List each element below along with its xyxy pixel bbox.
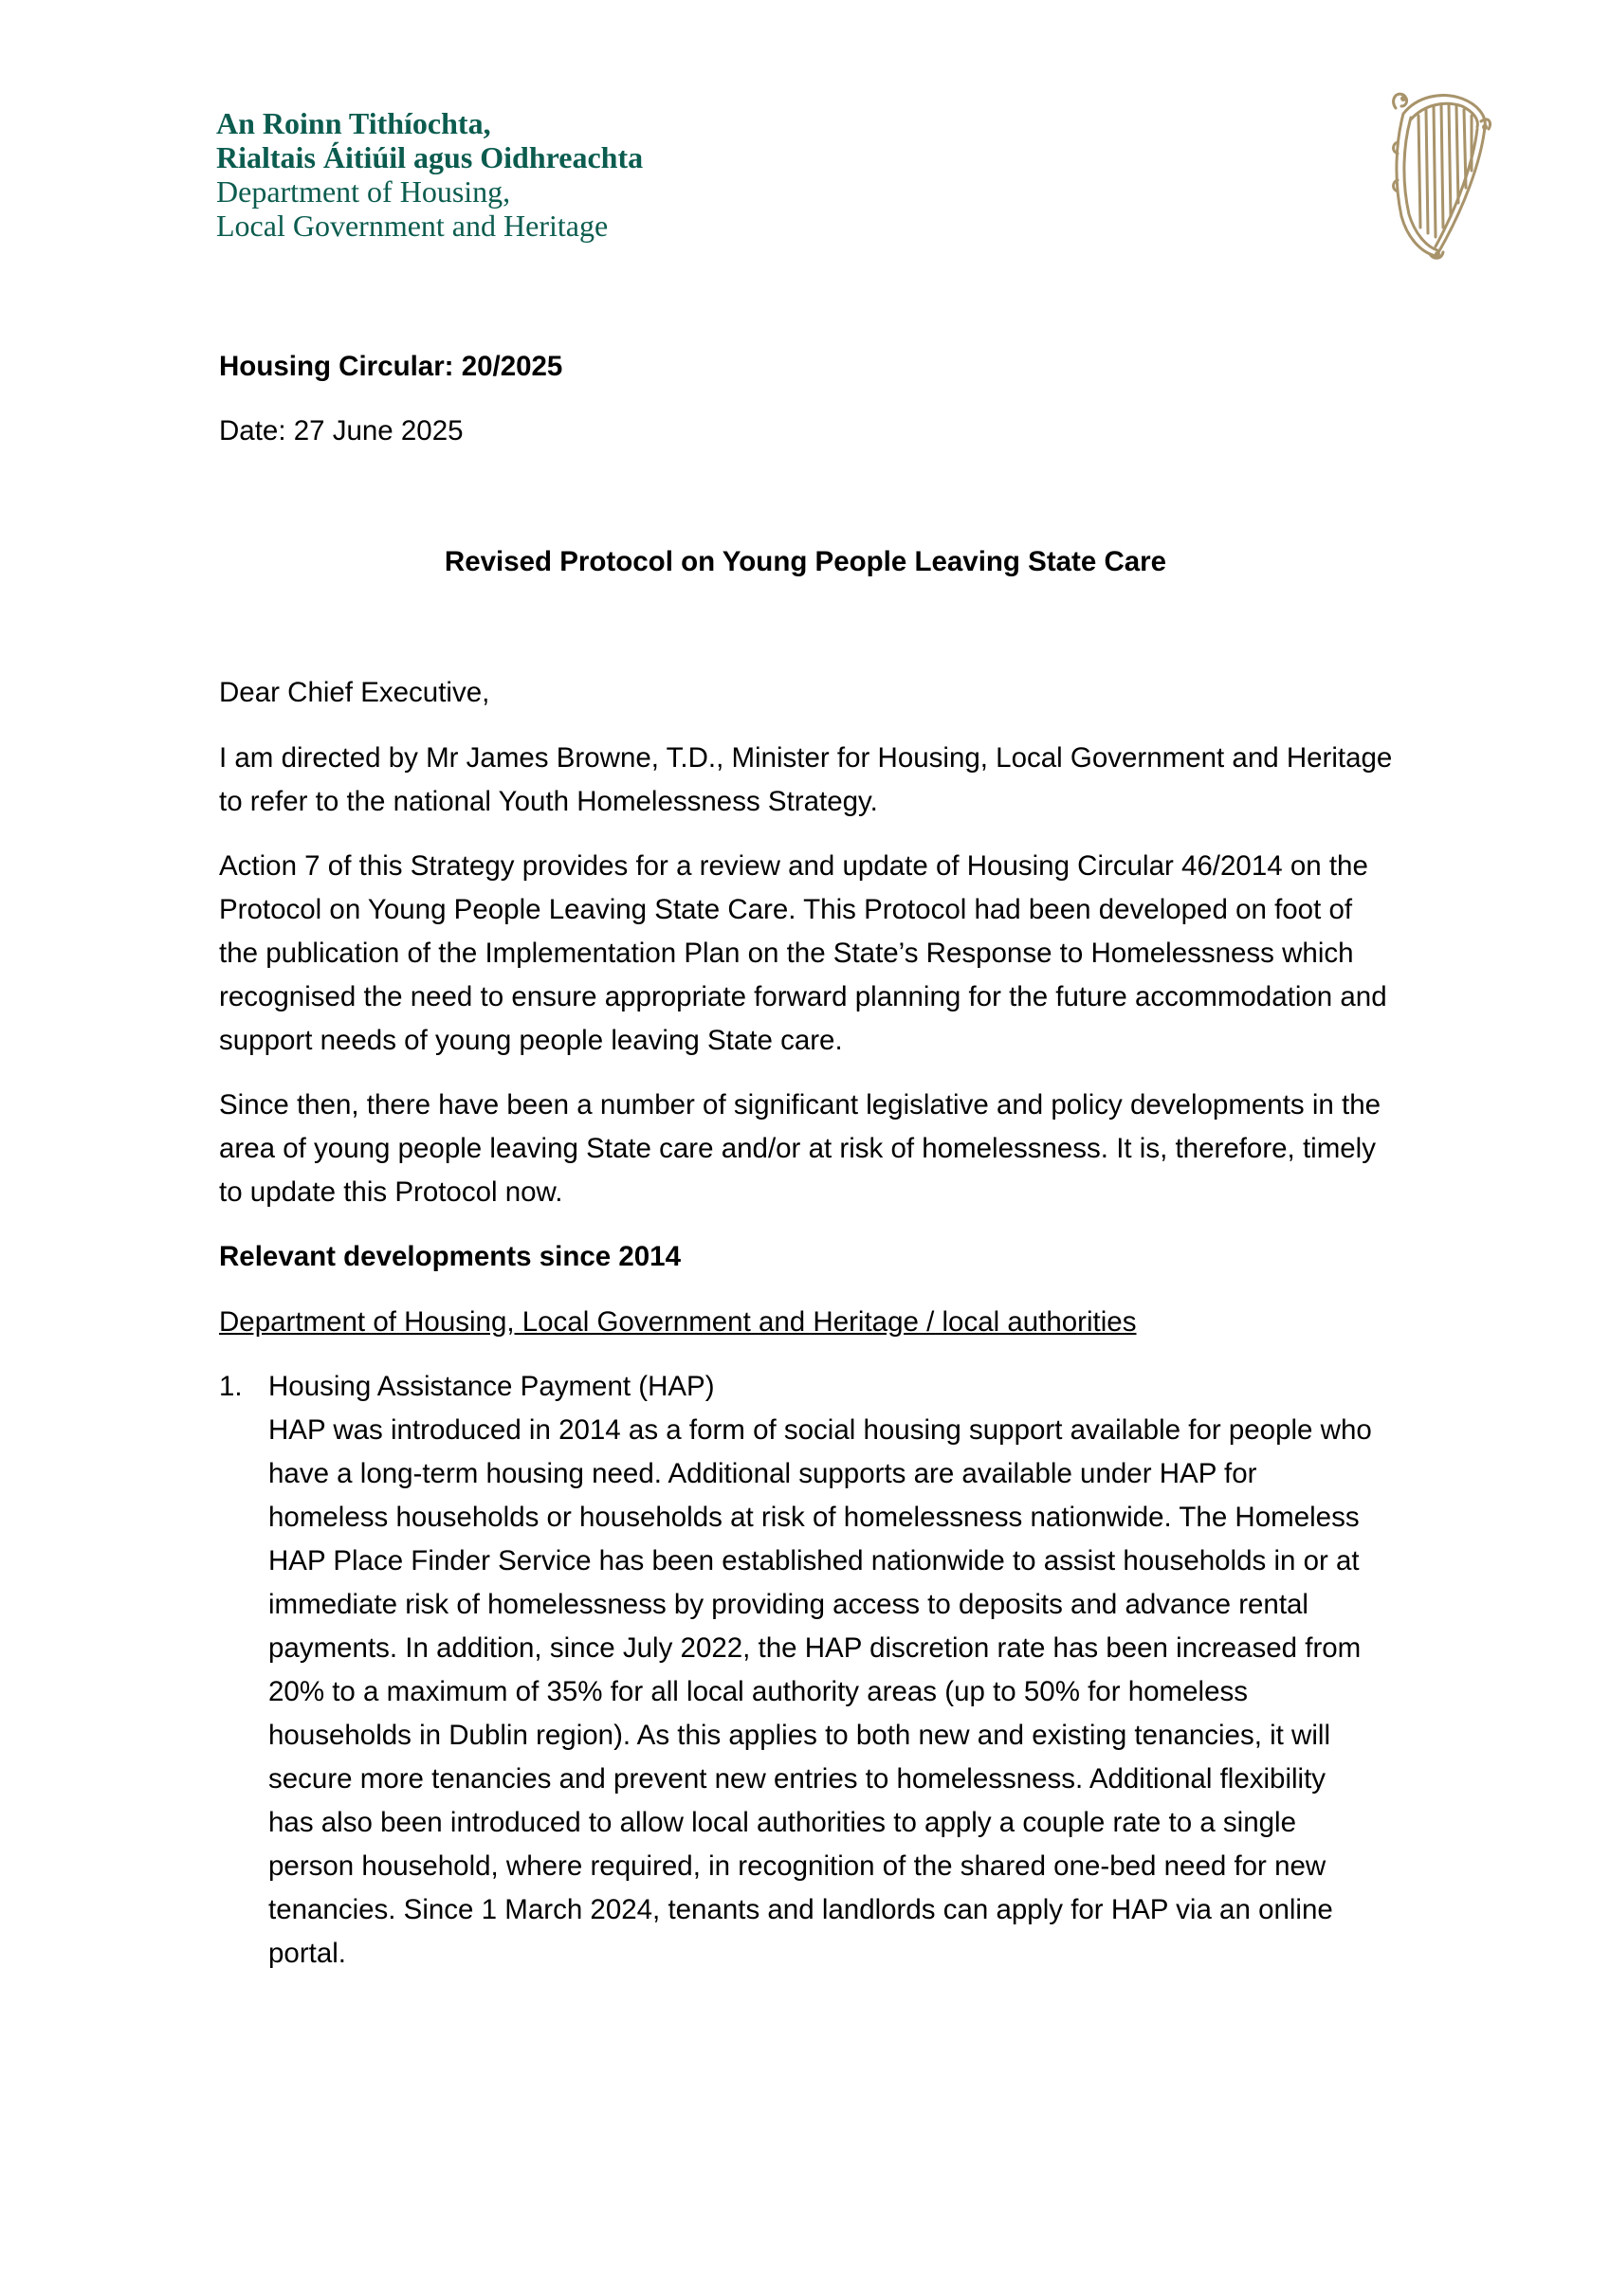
paragraph-action-7: Action 7 of this Strategy provides for a review and update of Housing Circular 46/2014 on the Protocol on Young People Leaving State Care. This Protocol had been developed on foot of the publication of the Implementation Plan on the State’s Response to Homelessness which recognised the need to ensure appropriate forward planning for the future accommodation and support needs of young people leaving State care.: [219, 850, 1387, 1056]
department-name-block: [216, 106, 643, 243]
salutation: Dear Chief Executive,: [219, 677, 490, 708]
circular-title: Revised Protocol on Young People Leaving State Care: [444, 546, 1167, 577]
harp-icon: [1382, 85, 1496, 260]
subsection-heading: Department of Housing, Local Government and Heritage / local authorities: [219, 1306, 1137, 1338]
department-name-irish-line-2: Rialtais Áitiúil agus Oidhreachta: [216, 140, 644, 174]
circular-number: Housing Circular: 20/2025: [219, 351, 563, 382]
section-heading: Relevant developments since 2014: [219, 1241, 681, 1272]
list-item-title: Housing Assistance Payment (HAP): [268, 1371, 715, 1402]
paragraph-minister-reference: I am directed by Mr James Browne, T.D., Minister for Housing, Local Government and Heritage to refer to the national Youth Homelessness Strategy.: [219, 742, 1393, 817]
list-item: [268, 1365, 1378, 1976]
department-name-english-line-1: Department of Housing,: [216, 174, 511, 209]
department-name-irish-line-1: An Roinn Tithíochta,: [216, 106, 491, 140]
list-item-text: HAP was introduced in 2014 as a form of social housing support available for people who have a long-term housing need. Additional supports are available under HAP for homeless households or households at risk of homelessness nationwide. The Homeless HAP Place Finder Service has been established nationwide to assist households in or at immediate risk of homelessness by providing access to deposits and advance rental payments. In addition, since July 2022, the HAP discretion rate has been increased from 20% to a maximum of 35% for all local authority areas (up to 50% for homeless households in Dublin region). As this applies to both new and existing tenancies, it will secure more tenancies and prevent new entries to homelessness. Additional flexibility has also been introduced to allow local authorities to apply a couple rate to a single person household, where required, in recognition of the shared one-bed need for new tenancies. Since 1 March 2024, tenants and landlords can apply for HAP via an online portal.: [268, 1414, 1372, 1969]
department-name-english-line-2: Local Government and Heritage: [216, 209, 609, 243]
list-item-number: 1.: [219, 1371, 243, 1402]
paragraph-since-then: Since then, there have been a number of significant legislative and policy developments in the area of young people leaving State care and/or at risk of homelessness. It is, therefore, timely to update this Protocol now.: [219, 1089, 1381, 1208]
circular-date: Date: 27 June 2025: [219, 415, 464, 446]
